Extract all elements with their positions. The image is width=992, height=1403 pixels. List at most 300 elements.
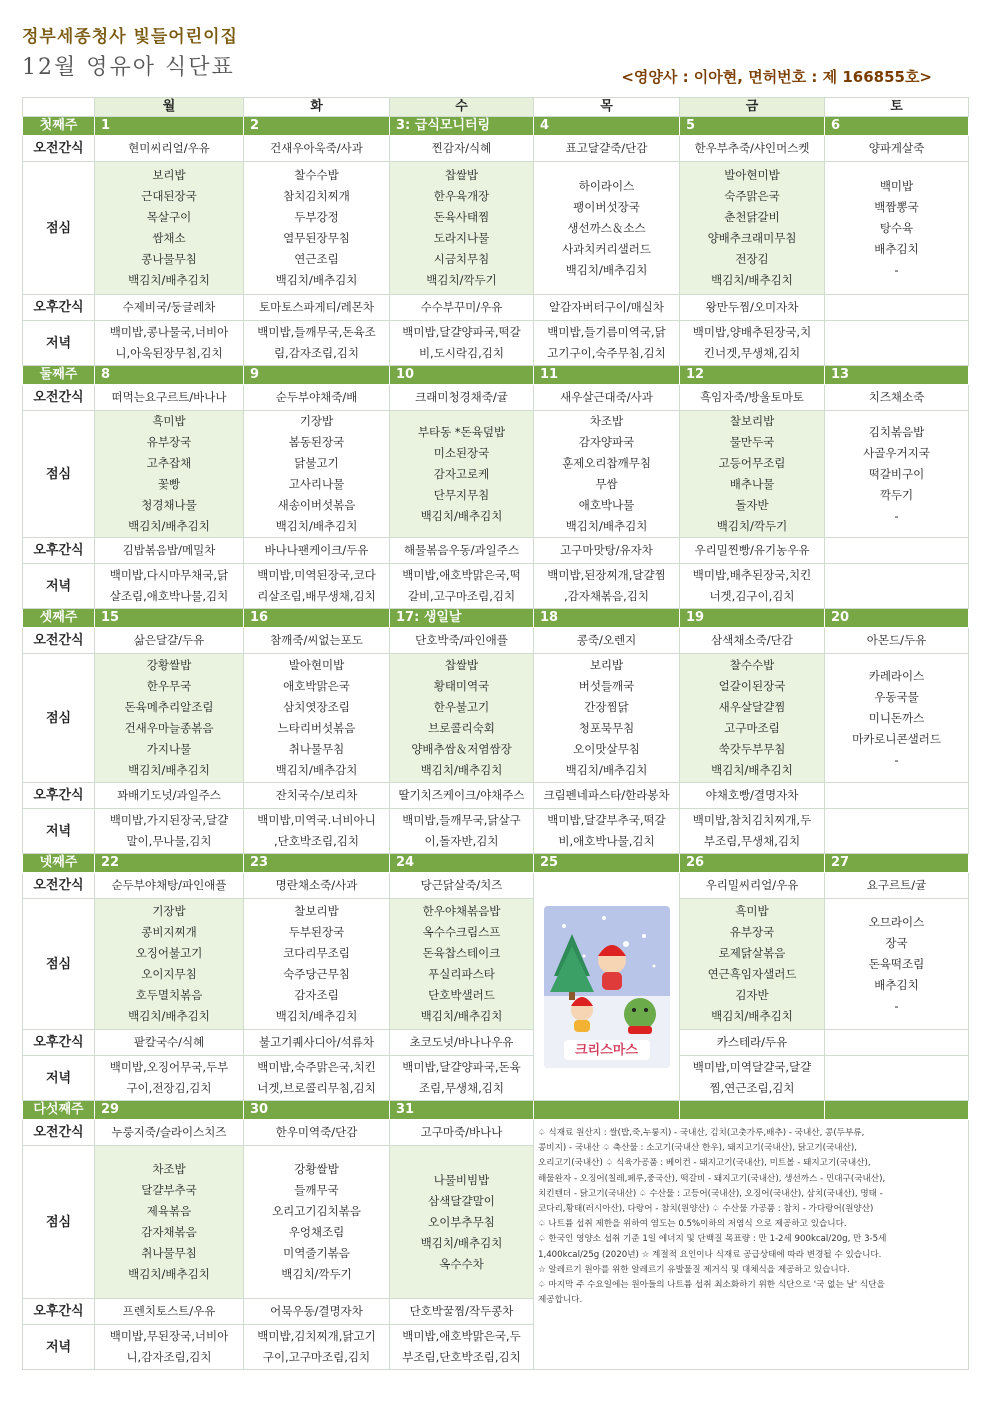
menu-item: 연근흑임자샐러드	[707, 967, 797, 981]
pm-snack-cell	[825, 783, 969, 809]
lunch-row	[23, 411, 969, 538]
pm-snack-cell: 고구마맛탕/유자차	[534, 538, 680, 564]
note-line: ♤ 식재료 원산지 : 쌀(밥,죽,누룽지) - 국내산, 김치(고춧가루,배추) - 국내산, 콩(두부류,	[538, 1128, 865, 1138]
menu-item: 백김치/배추김치	[711, 763, 793, 777]
menu-item: 비,도시락김,김치	[418, 346, 505, 360]
am-snack-cell: 건새우아욱죽/사과	[244, 136, 390, 162]
am-snack-cell: 누룽지죽/슬라이스치즈	[95, 1120, 244, 1146]
dinner-menu-cell	[680, 564, 825, 609]
menu-item: 탕수육	[879, 220, 914, 235]
menu-item: 너겟,브로콜리무침,김치	[257, 1081, 376, 1095]
pm-snack-cell: 김밥볶음밥/메밀차	[95, 538, 244, 564]
menu-item: 백김치/배추김치	[420, 1009, 503, 1023]
menu-item: 물만두국	[729, 435, 775, 449]
pm-snack-cell: 단호박꿀찜/작두콩차	[390, 1299, 534, 1325]
dinner-menu-cell	[680, 321, 825, 366]
menu-item: 제육볶음	[146, 1204, 192, 1218]
menu-item: 백김치/깍두기	[281, 1267, 352, 1281]
day-header-row	[23, 98, 969, 117]
pm-snack-cell: 수제비국/둥글레차	[95, 295, 244, 321]
menu-item: 옥수수차	[439, 1256, 484, 1271]
dinner-label: 저녁	[23, 1325, 95, 1370]
pm-snack-cell: 크림펜네파스타/한라봉차	[534, 783, 680, 809]
lunch-menu-cell	[825, 899, 969, 1030]
am-snack-cell: 순두부야채죽/배	[244, 385, 390, 411]
am-snack-cell: 명란채소죽/사과	[244, 873, 390, 899]
date-cell: 29	[95, 1101, 244, 1120]
menu-item: 감자조림	[294, 988, 339, 1002]
dinner-menu-cell	[244, 564, 390, 609]
am-snack-cell: 흑임자죽/방울토마토	[680, 385, 825, 411]
date-cell	[680, 1101, 825, 1120]
menu-item: 보리밥	[589, 658, 624, 672]
menu-item: 팽이버섯장국	[573, 199, 640, 214]
menu-item: 취나물무침	[288, 742, 345, 756]
menu-item: 훈제오리찹깨무침	[562, 456, 651, 470]
menu-item: 배추나물	[729, 477, 775, 491]
lunch-menu-cell	[95, 654, 244, 783]
day-tue: 화	[244, 98, 390, 117]
nutritionist-info: <영양사 : 이아현, 면허번호 : 제 166855호>	[621, 68, 932, 86]
am-label: 오전간식	[23, 1120, 95, 1146]
menu-item: 고사리나물	[288, 477, 345, 491]
menu-item: 백김치/배추감치	[275, 763, 358, 777]
lunch-menu-cell	[95, 899, 244, 1030]
am-snack-cell: 치즈채소죽	[825, 385, 969, 411]
am-snack-cell: 순두부야채탕/파인애플	[95, 873, 244, 899]
dinner-menu-cell	[825, 321, 969, 366]
date-cell: 16	[244, 609, 390, 628]
menu-item: 단호박샐러드	[428, 988, 495, 1002]
menu-item: 고등어무조림	[718, 456, 786, 470]
am-row	[23, 1120, 969, 1146]
note-line: ♤ 마지막 주 수요일에는 원아들의 나트륨 섭취 최소화하기 위한 식단으로 '국 없는 날' 식단을	[538, 1280, 885, 1291]
dinner-row	[23, 321, 969, 366]
menu-item: 코다리무조림	[283, 946, 350, 960]
menu-item: 흑미밥	[735, 904, 769, 918]
date-cell: 2	[244, 117, 390, 136]
lunch-label: 점심	[23, 411, 95, 538]
menu-item: 새우살달걀찜	[718, 700, 786, 714]
menu-item: 킨너겟,무생채,김치	[703, 346, 801, 360]
menu-item: 리살조림,배무생채,김치	[257, 589, 376, 603]
pm-snack-cell	[825, 295, 969, 321]
menu-item: 춘천닭갈비	[724, 210, 780, 224]
pm-snack-cell: 꽈배기도넛/과일주스	[95, 783, 244, 809]
menu-item: 새송이버섯볶음	[277, 498, 356, 512]
week-header-row	[23, 366, 969, 385]
menu-item: 백미밥,들기름미역국,닭	[547, 325, 666, 339]
menu-item: 살조림,애호박나물,김치	[109, 589, 229, 603]
menu-item: 부조림,단호박조림,김치	[402, 1350, 521, 1364]
date-cell: 27	[825, 854, 969, 873]
note-line: 코다리,황태(러시아산), 다랑어 - 참치(원양산) ♤ 수산물 가공품 : 참치 - 가다랑어(원양산)	[538, 1204, 874, 1215]
menu-item: 이,돌자반,김치	[424, 834, 499, 848]
dinner-label: 저녁	[23, 321, 95, 366]
pm-label: 오후간식	[23, 783, 95, 809]
date-cell: 26	[680, 854, 825, 873]
menu-item: 찰수수밥	[294, 168, 339, 182]
pm-row	[23, 783, 969, 809]
dinner-row	[23, 564, 969, 609]
dinner-menu-cell	[825, 809, 969, 854]
pm-snack-cell: 왕만두찜/오미자차	[680, 295, 825, 321]
week-header-row	[23, 854, 969, 873]
pm-label: 오후간식	[23, 1299, 95, 1325]
lunch-menu-cell	[680, 654, 825, 783]
week-header-row	[23, 609, 969, 628]
note-line: 오리고기(국내산) ♤ 식육가공품 : 베이컨 - 돼지고기(국내산), 미트볼 - 돼지고기(국내산),	[538, 1158, 871, 1169]
menu-item: 장국	[885, 935, 908, 950]
menu-item: 전장김	[735, 252, 769, 266]
week-header-row	[23, 117, 969, 136]
menu-item: 백미밥,배추된장국,치킨	[692, 568, 812, 582]
menu-item: 기장밥	[152, 904, 186, 918]
am-snack-cell: 크래미청경채죽/귤	[390, 385, 534, 411]
menu-item: 콩나물무침	[141, 252, 197, 266]
menu-item: 단무지무침	[433, 487, 490, 502]
dinner-menu-cell	[390, 809, 534, 854]
menu-item: 백김치/배추김치	[128, 1009, 210, 1023]
menu-item: 애호박맑은국	[283, 679, 350, 693]
menu-item: 두부강정	[294, 210, 339, 224]
menu-item: 차조밥	[589, 414, 624, 428]
lunch-menu-cell	[244, 162, 390, 295]
date-cell	[534, 1101, 680, 1120]
menu-item: 한우육개장	[433, 189, 490, 203]
dinner-menu-cell	[825, 564, 969, 609]
pm-snack-cell: 팥칼국수/식혜	[95, 1030, 244, 1056]
menu-item: 시금치무침	[433, 252, 490, 266]
lunch-menu-cell	[390, 654, 534, 783]
menu-item: 나물비빔밥	[433, 1172, 490, 1187]
menu-item: 너겟,김구이,김치	[709, 589, 795, 603]
dinner-menu-cell	[390, 321, 534, 366]
am-snack-cell: 콩죽/오렌지	[534, 628, 680, 654]
pm-snack-cell: 프렌치토스트/우유	[95, 1299, 244, 1325]
christmas-label: 크리스마스	[575, 1042, 638, 1058]
menu-item: 찰보리밥	[729, 414, 775, 428]
menu-item: 청포묵무침	[578, 721, 635, 735]
christmas-illustration	[544, 906, 670, 1068]
dinner-menu-cell	[825, 1056, 969, 1101]
menu-item: 우엉채조림	[288, 1225, 345, 1239]
menu-item: 백미밥,들깨무국,돈육조	[257, 325, 376, 339]
menu-item: 느타리버섯볶음	[277, 721, 356, 735]
dinner-menu-cell	[390, 1056, 534, 1101]
menu-item: 닭불고기	[294, 456, 339, 470]
dinner-menu-cell	[680, 1056, 825, 1101]
notes-block	[534, 1120, 969, 1370]
menu-item: 목살구이	[146, 210, 192, 224]
menu-item: 무쌈	[595, 477, 618, 491]
lunch-menu-cell	[534, 411, 680, 538]
lunch-menu-cell	[680, 411, 825, 538]
note-line: ♤ 한국인 영양소 섭취 기준 1일 에너지 및 단백질 목표량 : 만 1-2세 900kcal/20g, 만 3-5세	[538, 1234, 887, 1245]
menu-item: 돈육메추리알조림	[124, 700, 214, 714]
menu-item: 감자양파국	[578, 435, 635, 449]
am-label: 오전간식	[23, 628, 95, 654]
menu-item: 백미밥,미역국.너비아니	[257, 813, 376, 827]
date-cell: 30	[244, 1101, 390, 1120]
dinner-label: 저녁	[23, 564, 95, 609]
date-cell: 23	[244, 854, 390, 873]
date-cell: 8	[95, 366, 244, 385]
dinner-menu-cell	[95, 321, 244, 366]
lunch-menu-cell	[244, 1146, 390, 1299]
week-label: 첫째주	[23, 117, 95, 136]
lunch-row	[23, 654, 969, 783]
menu-item: 쌈채소	[152, 231, 186, 245]
menu-item: 찹쌀밥	[444, 168, 479, 182]
menu-item: 차조밥	[152, 1162, 186, 1176]
menu-item: -	[894, 508, 899, 523]
menu-item: -	[894, 262, 899, 277]
menu-item: 푸실리파스타	[428, 967, 495, 981]
menu-item: 보리밥	[152, 168, 186, 182]
lunch-menu-cell	[534, 654, 680, 783]
lunch-menu-cell	[390, 1146, 534, 1299]
menu-item: 흑미밥	[152, 414, 186, 428]
am-snack-cell: 삶은달걀/두유	[95, 628, 244, 654]
pm-label: 오후간식	[23, 295, 95, 321]
menu-item: -	[894, 752, 899, 767]
menu-item: 발아현미밥	[724, 168, 780, 182]
menu-item: 백김치/배추김치	[128, 519, 210, 533]
date-cell: 1	[95, 117, 244, 136]
menu-item: -	[894, 998, 899, 1013]
am-snack-cell: 표고달걀죽/단감	[534, 136, 680, 162]
menu-item: 림,감자조림,김치	[273, 346, 360, 360]
menu-item: 백미밥,숙주맑은국,치킨	[257, 1060, 376, 1074]
menu-item: 근대된장국	[141, 189, 197, 203]
menu-item: 취나물무침	[141, 1246, 197, 1260]
lunch-label: 점심	[23, 654, 95, 783]
lunch-menu-cell	[244, 411, 390, 538]
date-cell: 17: 생일날	[390, 609, 534, 628]
menu-item: 사과치커리샐러드	[562, 241, 651, 256]
menu-item: 백미밥,가지된장국,달걀	[109, 813, 229, 827]
pm-snack-cell: 어묵우동/결명자차	[244, 1299, 390, 1325]
menu-item: 숙주맑은국	[724, 189, 780, 203]
menu-item: 구이,전장김,김치	[126, 1081, 212, 1095]
date-cell: 18	[534, 609, 680, 628]
menu-item: 백미밥,참치김치찌개,두	[692, 813, 812, 827]
dinner-menu-cell	[680, 809, 825, 854]
menu-item: 도라지나물	[433, 231, 490, 245]
menu-item: 백미밥,다시마무채국,닭	[109, 568, 229, 582]
date-cell: 3: 급식모니터링	[390, 117, 534, 136]
organization-name: 정부세종청사 빛들어린이집	[22, 27, 238, 47]
menu-item: 배추김치	[874, 241, 919, 256]
menu-item: 백미밥	[879, 178, 914, 193]
am-snack-cell: 현미씨리얼/우유	[95, 136, 244, 162]
lunch-menu-cell	[825, 411, 969, 538]
menu-item: 가지나물	[146, 742, 192, 756]
menu-item: 부조림,무생채,김치	[703, 834, 801, 848]
menu-item: 백김치/배추김치	[128, 763, 210, 777]
menu-item: 브로콜리숙회	[428, 721, 495, 735]
menu-item: 백미밥,미역된장국,코다	[257, 568, 376, 582]
week-header-row	[23, 1101, 969, 1120]
menu-item: ,단호박조림,김치	[273, 834, 360, 848]
menu-item: 삼색달걀말이	[428, 1193, 495, 1208]
christmas-cell	[534, 873, 680, 1101]
am-label: 오전간식	[23, 385, 95, 411]
week-label: 다섯째주	[23, 1101, 95, 1120]
menu-item: 백미밥,애호박맑은국,두	[402, 1329, 521, 1343]
lunch-menu-cell	[534, 162, 680, 295]
menu-item: 백김치/배추김치	[420, 763, 503, 777]
menu-item: 백김치/배추김치	[565, 519, 648, 533]
menu-item: 유부장국	[729, 925, 775, 939]
dinner-label: 저녁	[23, 1056, 95, 1101]
date-cell: 6	[825, 117, 969, 136]
menu-item: 백미밥,김치찌개,닭고기	[257, 1329, 376, 1343]
dinner-row	[23, 809, 969, 854]
date-cell: 22	[95, 854, 244, 873]
menu-item: 돈육찹스테이크	[422, 946, 501, 960]
menu-item: 백김치/배추김치	[711, 273, 793, 287]
menu-item: 오이맛살무침	[573, 742, 640, 756]
am-snack-cell: 아몬드/두유	[825, 628, 969, 654]
menu-item: 오이지무침	[141, 967, 197, 981]
menu-item: 호두멸치볶음	[135, 988, 203, 1002]
menu-item: 조림,무생채,김치	[418, 1081, 505, 1095]
pm-snack-cell: 딸기치즈케이크/야채주스	[390, 783, 534, 809]
dinner-label: 저녁	[23, 809, 95, 854]
menu-item: 돈육떡조림	[868, 956, 925, 971]
pm-label: 오후간식	[23, 1030, 95, 1056]
menu-item: 우동국물	[874, 689, 919, 704]
lunch-menu-cell	[95, 162, 244, 295]
pm-snack-cell: 해물볶음우동/과일주스	[390, 538, 534, 564]
menu-item: 백미밥,콩나물국,너비아	[109, 325, 229, 339]
date-cell: 31	[390, 1101, 534, 1120]
menu-item: 발아현미밥	[288, 658, 345, 672]
menu-item: 한우야채볶음밥	[422, 904, 501, 918]
menu-item: 백김치/깍두기	[426, 273, 497, 287]
lunch-menu-cell	[244, 654, 390, 783]
am-snack-cell: 단호박죽/파인애플	[390, 628, 534, 654]
menu-item: 미소된장국	[433, 445, 490, 460]
lunch-label: 점심	[23, 899, 95, 1030]
menu-item: 간장찜닭	[584, 700, 629, 714]
menu-item: 얼갈이된장국	[718, 679, 786, 693]
menu-item: 백미밥,양배추된장국,치	[692, 325, 812, 339]
menu-item: 백김치/배추김치	[275, 1009, 358, 1023]
note-line: 해물완자 - 오징어(칠레,페루,중국산), 떡갈비 - 돼지고기(국내산), 생선까스 - 민대구(국내산),	[538, 1173, 886, 1184]
week-label: 둘째주	[23, 366, 95, 385]
menu-item: 백미밥,된장찌개,달걀찜	[547, 568, 666, 582]
lunch-label: 점심	[23, 1146, 95, 1299]
day-mon: 월	[95, 98, 244, 117]
pm-snack-cell: 우리밀찐빵/유기농우유	[680, 538, 825, 564]
pm-snack-cell: 야채호빵/결명자차	[680, 783, 825, 809]
lunch-menu-cell	[680, 899, 825, 1030]
lunch-row	[23, 899, 969, 1030]
dinner-menu-cell	[95, 809, 244, 854]
menu-item: 오리고기김치볶음	[272, 1204, 361, 1218]
menu-item: 콩비지찌개	[141, 925, 197, 939]
menu-item: 백김치/배추김치	[275, 273, 358, 287]
menu-item: 백김치/배추김치	[128, 1267, 210, 1281]
dinner-menu-cell	[95, 564, 244, 609]
menu-item: 봄동된장국	[288, 435, 345, 449]
menu-item: 백미밥,들깨무국,닭살구	[402, 813, 521, 827]
pm-snack-cell: 토마토스파게티/레몬차	[244, 295, 390, 321]
menu-item: 청경채나물	[141, 498, 197, 512]
pm-snack-cell: 초코도넛/바나나우유	[390, 1030, 534, 1056]
menu-item: 니,감자조림,김치	[126, 1350, 212, 1364]
menu-item: 백미밥,달걀양파국,떡갈	[402, 325, 521, 339]
am-snack-cell: 요구르트/귤	[825, 873, 969, 899]
menu-item: 백미밥,달걀부추국,떡갈	[547, 813, 666, 827]
menu-item: 카레라이스	[868, 668, 925, 683]
dinner-menu-cell	[95, 1325, 244, 1370]
menu-item: 돌자반	[735, 498, 769, 512]
menu-item: 말이,무나물,김치	[126, 834, 212, 848]
date-cell: 24	[390, 854, 534, 873]
menu-item: 김자반	[735, 988, 769, 1002]
menu-item: 김치볶음밥	[868, 424, 925, 439]
menu-item: 백짬뽕국	[874, 199, 919, 214]
menu-item: 꽃빵	[157, 477, 181, 491]
menu-item: 옥수수크림스프	[422, 925, 501, 939]
am-row	[23, 385, 969, 411]
menu-item: 백김치/배추김치	[420, 1235, 503, 1250]
note-line: 콩비지) - 국내산 ♤ 축산물 : 소고기(국내산 한우), 돼지고기(국내산), 닭고기(국내산),	[538, 1143, 857, 1154]
date-cell: 25	[534, 854, 680, 873]
am-snack-cell: 양파게살죽	[825, 136, 969, 162]
am-snack-cell: 고구마죽/바나나	[390, 1120, 534, 1146]
date-cell: 13	[825, 366, 969, 385]
menu-item: 백김치/배추김치	[420, 508, 503, 523]
menu-item: 감자고로케	[433, 466, 490, 481]
menu-item: 두부된장국	[288, 925, 345, 939]
dinner-menu-cell	[95, 1056, 244, 1101]
note-line: 치킨텐더 - 닭고기(국내산) ♤ 수산물 : 고등어(국내산), 오징어(국내산), 삼치(국내산), 명태 -	[538, 1188, 883, 1199]
lunch-menu-cell	[825, 162, 969, 295]
date-cell: 15	[95, 609, 244, 628]
menu-item: 고구마조림	[724, 721, 780, 735]
menu-item: 오므라이스	[868, 914, 925, 929]
am-snack-cell: 찐감자/식혜	[390, 136, 534, 162]
menu-item: 강황쌀밥	[146, 658, 192, 672]
week-label: 넷째주	[23, 854, 95, 873]
week-label: 셋째주	[23, 609, 95, 628]
pm-snack-cell: 잔치국수/보리차	[244, 783, 390, 809]
menu-item: 비,애호박나물,김치	[558, 834, 655, 848]
note-line: ♤ 나트륨 섭취 제한을 위하여 염도는 0.5%이하의 저염식 으로 제공하고 있습니다.	[538, 1219, 847, 1230]
menu-item: 기장밥	[299, 414, 334, 428]
pm-snack-cell: 바나나팬케이크/두유	[244, 538, 390, 564]
menu-item: 구이,고구마조림,김치	[262, 1350, 371, 1364]
dinner-menu-cell	[534, 809, 680, 854]
date-cell: 10	[390, 366, 534, 385]
menu-item: 오징어불고기	[135, 946, 203, 960]
menu-item: 백김치/배추김치	[275, 519, 358, 533]
menu-item: 백김치/배추김치	[711, 1009, 793, 1023]
menu-item: 미역줄기볶음	[283, 1246, 350, 1260]
day-sat: 토	[825, 98, 969, 117]
pm-snack-cell: 불고기퀘사디아/석류차	[244, 1030, 390, 1056]
dinner-menu-cell	[244, 809, 390, 854]
date-cell: 12	[680, 366, 825, 385]
menu-item: 숙주당근무침	[283, 967, 350, 981]
menu-item: 깍두기	[879, 487, 914, 502]
menu-item: 부타동 *돈육덮밥	[417, 424, 506, 439]
